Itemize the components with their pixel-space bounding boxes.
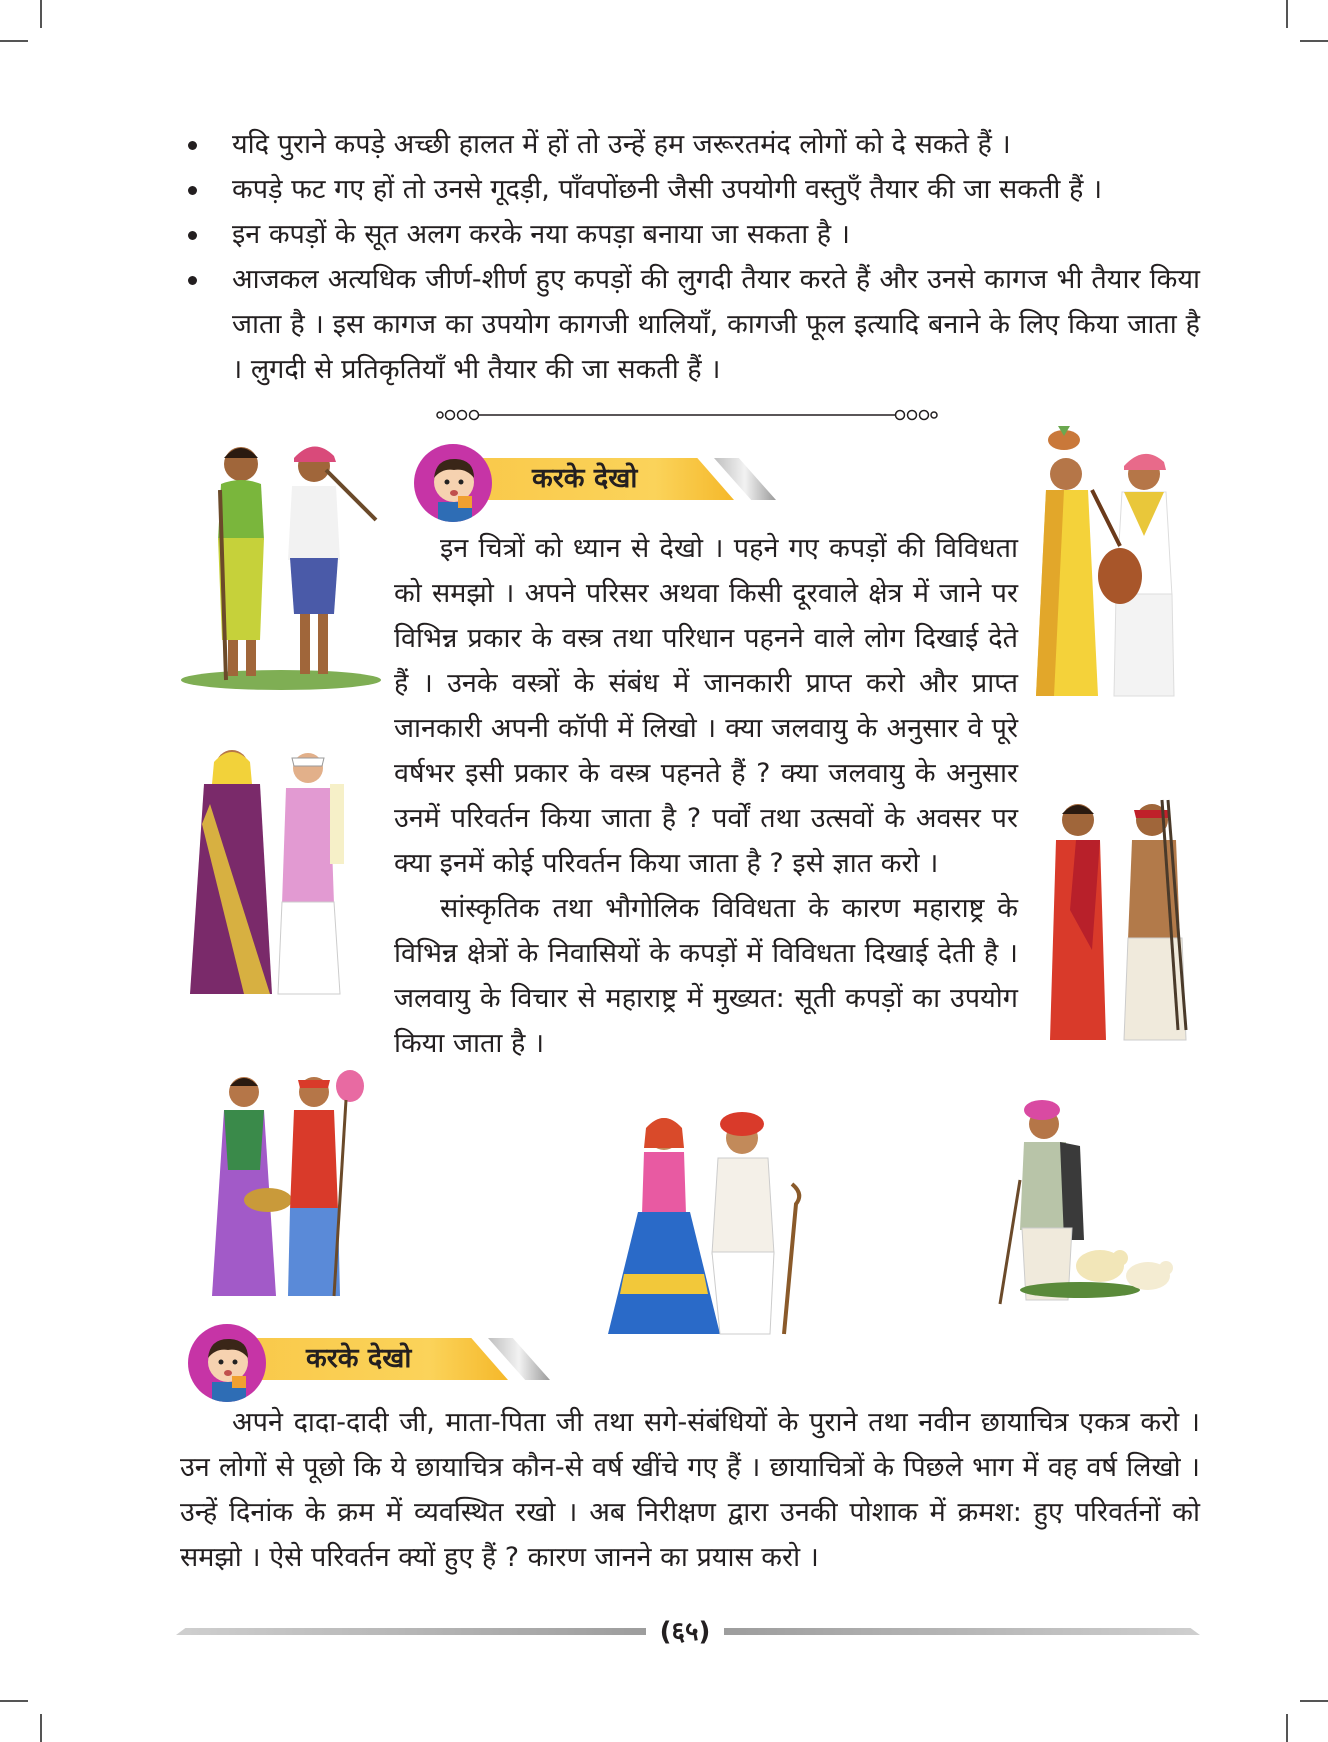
activity-text-block bbox=[180, 1400, 1200, 1580]
crop-mark bbox=[0, 40, 28, 42]
activity-heading: करके देखो bbox=[532, 463, 638, 494]
activity-banner bbox=[414, 444, 794, 514]
couple-illustration-koli bbox=[204, 1070, 368, 1302]
footer-rule-left bbox=[176, 1628, 646, 1635]
crop-mark bbox=[1286, 1714, 1288, 1742]
activity-paragraph: सांस्कृतिक तथा भौगोलिक विविधता के कारण महाराष्ट्र के विभिन्न क्षेत्रों के निवासियों के कपड़ों में विविधता दिखाई देती है । जलवायु के विचार से महाराष्ट्र में मुख्यत: सूती कपड़ों का उपयोग किया जाता है । bbox=[394, 893, 1018, 1059]
shepherd-illustration bbox=[980, 1090, 1190, 1312]
bullet-text: इन कपड़ों के सूत अलग करके नया कपड़ा बनाया जा सकता है । bbox=[232, 219, 850, 250]
bullet-item bbox=[180, 122, 1200, 167]
bullet-item bbox=[180, 167, 1200, 212]
crop-mark bbox=[0, 1700, 28, 1702]
crop-mark bbox=[1286, 0, 1288, 28]
bullet-dot bbox=[188, 276, 197, 285]
crop-mark bbox=[1300, 40, 1328, 42]
bullet-text: कपड़े फट गए हों तो उनसे गूदड़ी, पाँवपोंछनी जैसी उपयोगी वस्तुएँ तैयार की जा सकती हैं । bbox=[232, 174, 1103, 205]
footer-rule-right bbox=[724, 1628, 1200, 1635]
couple-illustration-marathi bbox=[180, 744, 360, 1004]
couple-illustration-tribal bbox=[1036, 790, 1200, 1050]
crop-mark bbox=[1300, 1700, 1328, 1702]
crop-mark bbox=[40, 1714, 42, 1742]
bullet-dot bbox=[188, 231, 197, 240]
child-avatar-icon bbox=[188, 1324, 266, 1402]
activity-banner bbox=[188, 1324, 568, 1394]
couple-illustration-musicians bbox=[1024, 426, 1204, 706]
activity-text-column bbox=[394, 526, 1018, 1066]
bullet-text: आजकल अत्यधिक जीर्ण-शीर्ण हुए कपड़ों की लुगदी तैयार करते हैं और उनसे कागज भी तैयार किया जाता है । इस कागज का उपयोग कागजी थालियाँ, कागजी फूल इत्यादि बनाने के लिए किया जाता है । लुगदी से प्रतिकृतियाँ भी तैयार की जा सकती हैं । bbox=[232, 264, 1200, 385]
activity-heading: करके देखो bbox=[306, 1343, 412, 1374]
couple-illustration-farmers bbox=[176, 430, 386, 692]
page-number: (६५) bbox=[659, 1617, 711, 1647]
bullet-dot bbox=[188, 141, 197, 150]
bullet-text: यदि पुराने कपड़े अच्छी हालत में हों तो उन्हें हम जरूरतमंद लोगों को दे सकते हैं । bbox=[232, 129, 1011, 160]
bullet-item bbox=[180, 257, 1200, 392]
child-avatar-icon bbox=[414, 444, 492, 522]
bullet-list bbox=[180, 122, 1200, 392]
activity-paragraph: इन चित्रों को ध्यान से देखो । पहने गए कपड़ों की विविधता को समझो । अपने परिसर अथवा किसी दूरवाले क्षेत्र में जाने पर विभिन्न प्रकार के वस्त्र तथा परिधान पहनने वाले लोग दिखाई देते हैं । उनके वस्त्रों के संबंध में जानकारी प्राप्त करो और प्राप्त जानकारी अपनी कॉपी में लिखो । क्या जलवायु के अनुसार वे पूरे वर्षभर इसी प्रकार के वस्त्र पहनते हैं ? क्या जलवायु के अनुसार उनमें परिवर्तन किया जाता है ? पर्वों तथा उत्सवों के अवसर पर क्या इनमें कोई परिवर्तन किया जाता है ? इसे ज्ञात करो । bbox=[394, 533, 1018, 879]
couple-illustration-rajasthani bbox=[608, 1104, 808, 1340]
activity-paragraph: अपने दादा-दादी जी, माता-पिता जी तथा सगे-संबंधियों के पुराने तथा नवीन छायाचित्र एकत्र करो । उन लोगों से पूछो कि ये छायाचित्र कौन-से वर्ष खींचे गए हैं । छायाचित्रों के पिछले भाग में वह वर्ष लिखो । उन्हें दिनांक के क्रम में व्यवस्थित रखो । अब निरीक्षण द्वारा उनकी पोशाक में क्रमश: हुए परिवर्तनों को समझो । ऐसे परिवर्तन क्यों हुए हैं ? कारण जानने का प्रयास करो । bbox=[180, 1407, 1200, 1573]
page-footer bbox=[176, 1612, 1200, 1652]
crop-mark bbox=[40, 0, 42, 28]
bullet-item bbox=[180, 212, 1200, 257]
section-divider bbox=[436, 408, 938, 422]
bullet-dot bbox=[188, 186, 197, 195]
